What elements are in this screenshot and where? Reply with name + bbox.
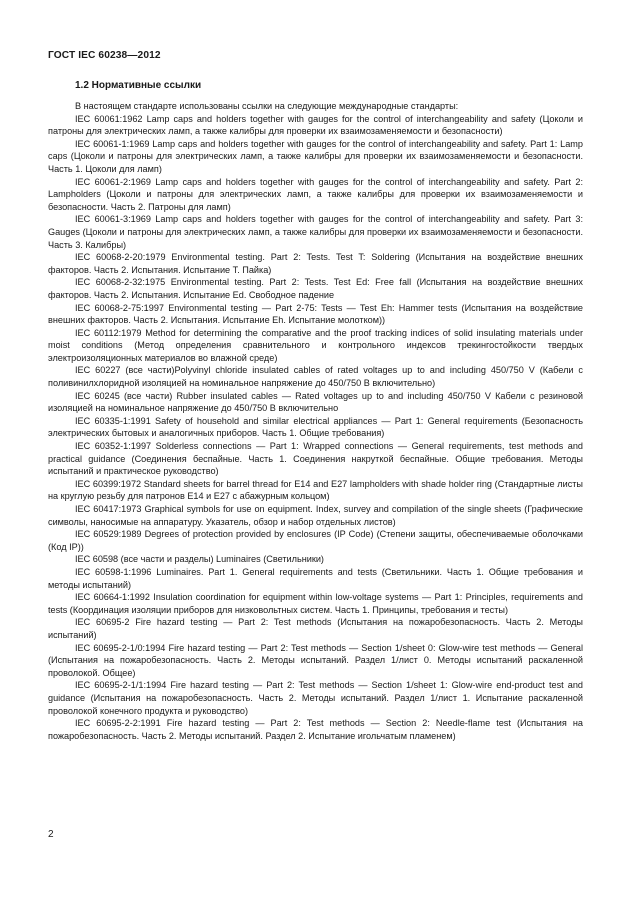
reference-paragraph: IEC 60112:1979 Method for determining the comparative and the proof tracking indices of solid insulating materials under moist conditions (Метод определения сравнительного и контрольного индексов трекингостойкости твердых электроизоляционных материалов во влажной среде) xyxy=(48,327,583,363)
reference-paragraph: IEC 60068-2-32:1975 Environmental testing. Part 2: Tests. Test Ed: Free fall (Испытания на воздействие внешних факторов. Часть 2. Испытания. Испытание Ed. Свободное падение xyxy=(48,277,583,300)
reference-paragraph: IEC 60352-1:1997 Solderless connections — Part 1: Wrapped connections — General requirements, test methods and practical guidance (Соединения беспайные. Часть 1. Соединения накруткой беспайные. Общие требования. Методы испытаний и практическое руководство) xyxy=(48,441,583,477)
reference-paragraph: IEC 60335-1:1991 Safety of household and similar electrical appliances — Part 1: General requirements (Безопасность электрических бытовых и аналогичных приборов. Часть 1. Общие требования) xyxy=(48,415,583,439)
references-list xyxy=(48,100,583,742)
reference-paragraph: IEC 60598 (все части и разделы) Luminaires (Светильники) xyxy=(75,554,324,565)
reference-paragraph: IEC 60399:1972 Standard sheets for barrel thread for E14 and E27 lampholders with shade holder ring (Стандартные листы на круглую резьбу для патронов E14 и E27 с абажурным кольцом) xyxy=(48,478,583,502)
reference-paragraph: IEC 60068-2-75:1997 Environmental testing — Part 2-75: Tests — Test Eh: Hammer tests (Испытания на воздействие внешних факторов. Часть 2. Испытания. Испытание Eh. Испытание молотком)) xyxy=(48,302,583,326)
reference-paragraph: IEC 60664-1:1992 Insulation coordination for equipment within low-voltage systems — Part 1: Principles, requirements and tests (Координация изоляции приборов для низковольтных систем. Часть 1. Принципы, требования и тесты) xyxy=(48,592,583,615)
reference-paragraph: IEC 60598-1:1996 Luminaires. Part 1. General requirements and tests (Светильники. Часть 1. Общие требования и методы испытаний) xyxy=(48,566,583,590)
document-header: ГОСТ IEC 60238—2012 xyxy=(48,50,161,61)
reference-paragraph: IEC 60695-2-1/0:1994 Fire hazard testing — Part 2: Test methods — Section 1/sheet 0: Glow-wire test methods — General (Испытания на пожаробезопасность. Часть 2. Методы испытаний. Раздел 1/лист 0. Методы испытаний раскаленной проволокой. Общее) xyxy=(48,642,583,678)
reference-paragraph: IEC 60061:1962 Lamp caps and holders together with gauges for the control of interchangeability and safety (Цоколи и патроны для электрических ламп, а также калибры для проверки их взаимозаменяемости и безопасности) xyxy=(48,113,583,137)
reference-paragraph: IEC 60061-1:1969 Lamp caps and holders together with gauges for the control of interchangeability and safety. Part 1: Lamp caps (Цоколи и патроны для электрических ламп, а также калибры для проверки их взаимозаменяемости и безопасности. Часть 1. Цоколи для ламп) xyxy=(48,138,583,174)
reference-paragraph: IEC 60061-3:1969 Lamp caps and holders together with gauges for the control of interchangeability and safety. Part 3: Gauges (Цоколи и патроны для электрических ламп, а также калибры для проверки их взаимозаменяемости и безопасности. Часть 3. Калибры) xyxy=(48,214,583,250)
reference-paragraph: В настоящем стандарте использованы ссылки на следующие международные стандарты: xyxy=(75,101,459,111)
reference-paragraph: IEC 60695-2-1/1:1994 Fire hazard testing — Part 2: Test methods — Section 1/sheet 1: Glow-wire end-product test and guidance (Испытания на пожаробезопасность. Часть 2. Методы испытаний. Раздел 1/лист 1. Испытание раскаленной проволокой конечного продукта и руководство) xyxy=(48,680,583,716)
reference-paragraph: IEC 60695-2 Fire hazard testing — Part 2: Test methods (Испытания на пожаробезопасность. Часть 2. Методы испытаний) xyxy=(48,617,583,640)
section-title: 1.2 Нормативные ссылки xyxy=(75,80,202,91)
reference-paragraph: IEC 60227 (все части)Polyvinyl chloride insulated cables of rated voltages up to and including 450/750 V (Кабели с поливинилхлоридной изоляцией на номинальное напряжение до 450/750 В включительно) xyxy=(48,365,583,389)
reference-paragraph: IEC 60417:1973 Graphical symbols for use on equipment. Index, survey and compilation of the single sheets (Графические символы, наносимые на аппаратуру. Указатель, обзор и набор отдельных листов) xyxy=(48,504,583,527)
reference-paragraph: IEC 60245 (все части) Rubber insulated cables — Rated voltages up to and including 450/750 V Кабели с резиновой изоляцией на номинальное напряжение до 450/750 В включительно xyxy=(48,390,583,414)
page-number: 2 xyxy=(48,829,54,840)
reference-paragraph: IEC 60061-2:1969 Lamp caps and holders together with gauges for the control of interchangeability and safety. Part 2: Lampholders (Цоколи и патроны для электрических ламп, а также калибры для проверки их взаимозаменяемости и безопасности. Часть 2. Патроны для ламп) xyxy=(48,176,583,212)
reference-paragraph: IEC 60695-2-2:1991 Fire hazard testing — Part 2: Test methods — Section 2: Needle-flame test (Испытания на пожаробезопасность. Часть 2. Методы испытаний. Раздел 2. Испытание игольчатым пламенем) xyxy=(48,718,583,741)
reference-paragraph: IEC 60529:1989 Degrees of protection provided by enclosures (IP Code) (Степени защиты, обеспечиваемые оболочками (Код IP)) xyxy=(48,529,583,552)
reference-paragraph: IEC 60068-2-20:1979 Environmental testing. Part 2: Tests. Test T: Soldering (Испытания на воздействие внешних факторов. Часть 2. Испытания. Испытание T. Пайка) xyxy=(48,252,583,275)
